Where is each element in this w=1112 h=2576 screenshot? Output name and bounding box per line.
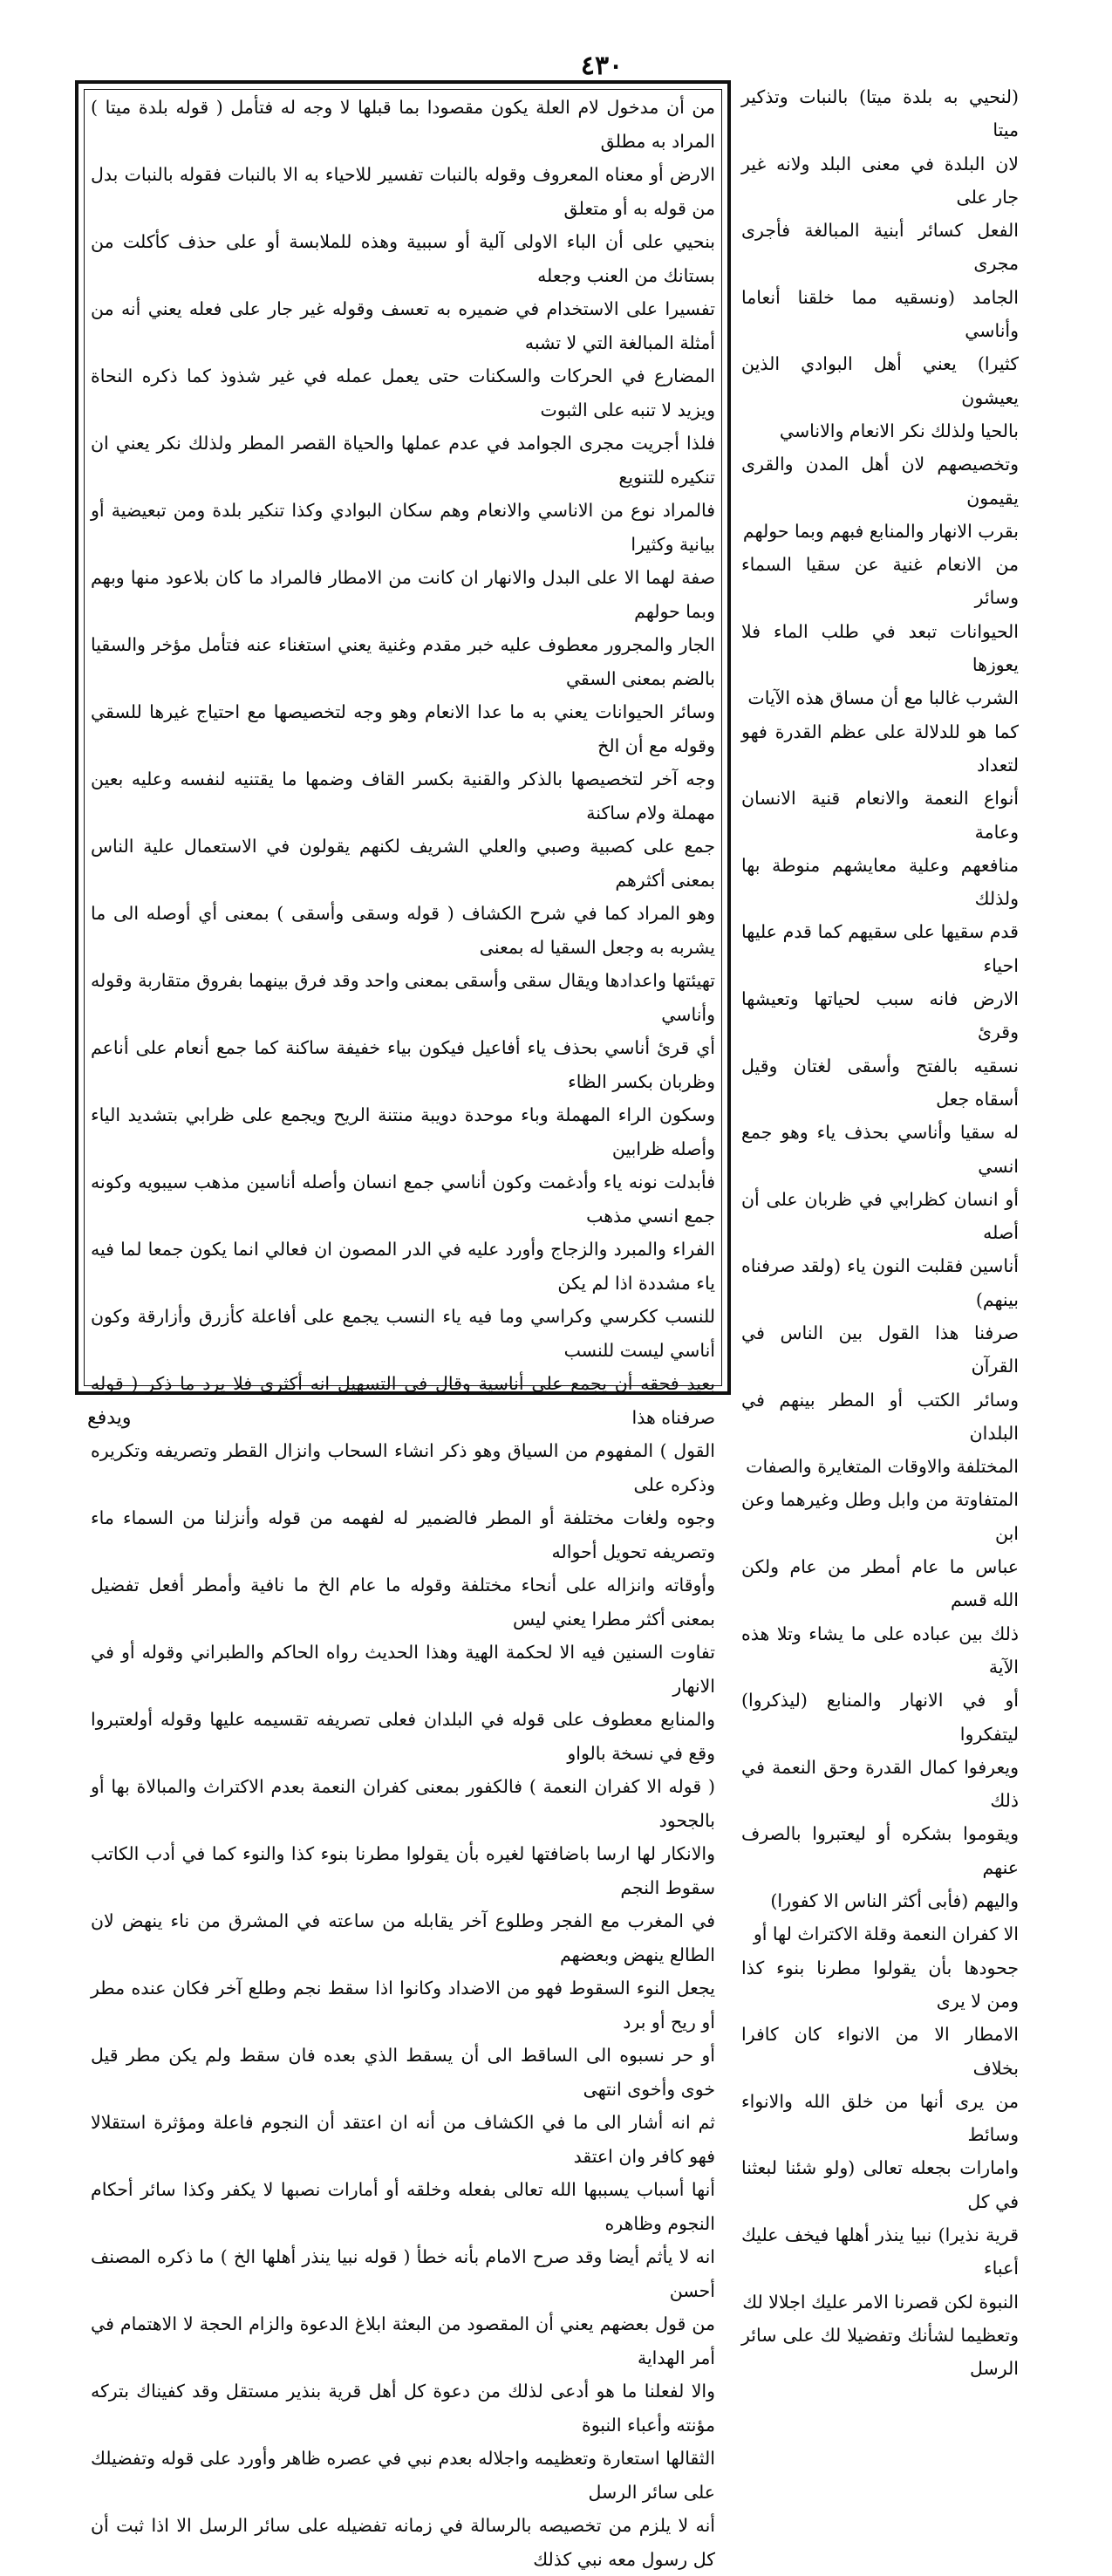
commentary-text-line: فلذا أجريت مجرى الجوامد في عدم عملها والحياة القصر المطر ولذلك نكر يعني ان تنكيره للتنويع [91,433,715,488]
margin-text-line: نسقيه بالفتح وأسقى لغتان وقيل أسقاه جعل [741,1055,1019,1110]
margin-text-line: من يرى أنها من خلق الله والانواء وسائط [741,2090,1019,2146]
commentary-text-line: ثم انه أشار الى ما في الكشاف من أنه ان اعتقد أن النجوم فاعلة ومؤثرة استقلالا فهو كافر وان اعتقد [91,2112,715,2167]
margin-text-line: جحودها بأن يقولوا مطرنا بنوء كذا ومن لا يرى [741,1957,1019,2012]
margin-text-line: الا كفران النعمة وقلة الاكتراث لها أو [753,1923,1019,1945]
commentary-text-line: من أن مدخول لام العلة يكون مقصودا بما قبلها لا وجه له فتأمل ( قوله بلدة ميتا ) المراد به مطلق [91,97,715,152]
commentary-text-line: للنسب ككرسي وكراسي وما فيه ياء النسب يجمع على أفاعلة كأزرق وأزارقة وكون أناسي ليست للنسب [91,1306,715,1361]
margin-text-line: لان البلدة في معنى البلد ولانه غير جار على [741,153,1019,208]
margin-text-line: بقرب الانهار والمنابع فبهم وبما حولهم [742,520,1019,542]
commentary-text-line: صفة لهما الا على البدل والانهار ان كانت من الامطار فالمراد ما كان بلاعود منها وبهم وبما حولهم [91,567,715,622]
margin-text-line: له سقيا وأناسي بحذف ياء وهو جمع انسي [741,1122,1019,1177]
margin-text-line: المتفاوتة من وابل وطل وغيرهما وعن ابن [741,1489,1019,1544]
commentary-text-line: انه لا يأثم أيضا وقد صرح الامام بأنه خطأ ( قوله نبيا ينذر أهلها الخ ) ما ذكره المصنف أحسن [91,2246,715,2301]
commentary-text-line: وجه آخر لتخصيصها بالذكر والقنية بكسر القاف وضمها ما يقتنيه لنفسه وعليه بعين مهملة ولام ساكنة [91,769,715,823]
commentary-text-line: تفسيرا على الاستخدام في ضميره به تعسف وقوله غير جار على فعله يعني أنه من أمثلة المبالغة التي لا تشبه [91,298,715,353]
margin-text-line: (لنحيي به بلدة ميتا) بالنبات وتذكير ميتا [741,86,1019,141]
margin-text-line: وامارات بجعله تعالى (ولو شئنا لبعثنا في كل [741,2157,1019,2212]
margin-text-line: أو انسان كظرابي في ظربان على أن أصله [741,1188,1019,1244]
margin-text-line: وتعظيما لشأنك وتفضيلا لك على سائر الرسل [741,2324,1019,2380]
page-number: ٤٣٠ [580,51,624,81]
commentary-text-line: فأبدلت نونه ياء وأدغمت وكون أناسي جمع انسان وأصله أناسين مذهب سيبويه وكونه جمع انسي مذهب [91,1172,715,1227]
catchword: ويدفع [87,1407,132,1429]
margin-text-line: وسائر الكتب أو المطر بينهم في البلدان [741,1389,1019,1444]
commentary-text-line: تهيئتها واعدادها ويقال سقى وأسقى بمعنى واحد وقد فرق بينهما بفروق متقاربة وقوله وأناسي [91,970,715,1025]
commentary-text-line: وسكون الراء المهملة وباء موحدة دويبة منتنة الريح ويجمع على ظرابي بتشديد الياء وأصله ظرابين [91,1104,715,1159]
commentary-text-line: وأوقاته وانزاله على أنحاء مختلفة وقوله ما عام الخ ما نافية وأمطر أفعل تفضيل بمعنى أكثر مطرا يعني ليس [91,1575,715,1630]
commentary-text-line: أنها أسباب يسببها الله تعالى بفعله وخلقه أو أمارات نصبها لا يكفر وكذا سائر أحكام النجوم وظاهره [91,2179,715,2234]
margin-text [741,80,1019,2380]
commentary-text-line: والا لفعلنا ما هو أدعى لذلك من دعوة كل أهل قرية بنذير مستقل وقد كفيناك بتركه مؤنته وأعباء النبوة [91,2381,715,2436]
margin-text-line: الارض فانه سبب لحياتها وتعيشها وقرئ [741,988,1019,1043]
margin-text-line: بالحيا ولذلك نكر الانعام والاناسي [779,420,1019,441]
commentary-text-line: بعيد فحقه أن يجمع على أناسية وقال في التسهيل انه أكثري فلا يرد ما ذكر ( قوله صرفناه هذا [91,1373,715,1428]
commentary-text-line: يجعل النوء السقوط فهو من الاضداد وكانوا اذا سقط نجم وطلع آخر فكان عنده مطر أو ريح أو برد [91,1978,715,2033]
commentary-text-line: أو حر نسبوه الى الساقط الى أن يسقط الذي بعده فان سقط ولم يكن مطر قيل خوى وأخوى انتهى [91,2045,715,2100]
margin-text-line: كثيرا) يعني أهل البوادي الذين يعيشون [741,353,1019,408]
margin-text-line: الشرب غالبا مع أن مساق هذه الآيات [747,687,1019,709]
commentary-text-line: تفاوت السنين فيه الا لحكمة الهية وهذا الحديث رواه الحاكم والطبراني وقوله أو في الانهار [91,1642,715,1697]
margin-text-line: قدم سقيها على سقيهم كما قدم عليها احياء [741,921,1019,976]
margin-text-line: كما هو للدلالة على عظم القدرة فهو لتعداد [741,721,1019,776]
margin-text-line: أنواع النعمة والانعام قنية الانسان وعامة [741,788,1019,843]
commentary-text-line: أنه لا يلزم من تخصيصه بالرسالة في زمانه تفضيله على سائر الرسل الا اذا ثبت أن كل رسول معه نبي كذلك [91,2515,715,2570]
commentary-text-line: المضارع في الحركات والسكنات حتى يعمل عمله في غير شذوذ كما ذكره النحاة ويزيد لا تنبه على الثبوت [91,366,715,420]
commentary-text-line: الجار والمجرور معطوف عليه خبر مقدم وغنية يعني استغناء عنه فتأمل مؤخر والسقيا بالضم بمعنى السقي [91,634,715,689]
margin-text-line: الامطار الا من الانواء كان كافرا بخلاف [741,2024,1019,2079]
commentary-text-line: وجوه ولغات مختلفة أو المطر فالضمير له لفهمه من قوله وأنزلنا من السماء ماء وتصريفه تحويل أحواله [91,1507,715,1562]
margin-text-line: الحيوانات تبعد في طلب الماء فلا يعوزها [741,620,1019,676]
commentary-text-line: بنحيي على أن الباء الاولى آلية أو سببية وهذه للملابسة أو على حذف كأكلت من بستانك من العنب وجعله [91,231,715,286]
margin-text-line: الجامد (ونسقيه مما خلقنا أنعاما وأناسي [741,286,1019,342]
commentary-text-line: والمنابع معطوف على قوله في البلدان فعلى تصريفه تقسيمه عليها وقوله أولعتبروا وقع في نسخة بالواو [91,1709,715,1764]
commentary-text-line: وسائر الحيوانات يعني به ما عدا الانعام وهو وجه لتخصيصها مع احتياج غيرها للسقي وقوله مع أن الخ [91,701,715,756]
margin-text-line: ويعرفوا كمال القدرة وحق النعمة في ذلك [741,1756,1019,1812]
margin-text-line: النبوة لكن قصرنا الامر عليك اجلالا لك [742,2291,1019,2313]
margin-text-line: أو في الانهار والمنابع (ليذكروا) ليتفكروا [741,1690,1019,1745]
commentary-text-line: من قول بعضهم يعني أن المقصود من البعثة ابلاغ الدعوة والزام الحجة لا الاهتمام في أمر الهداية [91,2313,715,2368]
commentary-text-line: في المغرب مع الفجر وطلوع آخر يقابله من ساعته في المشرق من ناء ينهض لان الطالع ينهض وبعضهم [91,1910,715,1965]
margin-text-line: المختلفة والاوقات المتغايرة والصفات [746,1456,1019,1478]
margin-text-line: وتخصيصهم لان أهل المدن والقرى يقيمون [741,454,1019,509]
commentary-text-line: فالمراد نوع من الاناسي والانعام وهم سكان البوادي وكذا تنكير بلدة ومن تبعيضية أو بيانية وكثيرا [91,500,715,555]
margin-text-line: ذلك بين عباده على ما يشاء وتلا هذه الآية [741,1623,1019,1677]
margin-text-line: الفعل كسائر أبنية المبالغة فأجرى مجرى [741,220,1019,275]
margin-text-line: أناسين فقلبت النون ياء (ولقد صرفناه بينهم) [741,1255,1019,1310]
commentary-text-line: الثقالها استعارة وتعظيمه واجلاله بعدم نبي في عصره ظاهر وأورد على قوله وتفضيلك على سائر الرسل [91,2448,715,2503]
commentary-text-line: ( قوله الا كفران النعمة ) فالكفور بمعنى كفران النعمة بعدم الاكتراث والمبالاة بها أو بالجحود [91,1776,715,1831]
commentary-text-line: وهو المراد كما في شرح الكشاف ( قوله وسقى وأسقى ) بمعنى أي أوصله الى ما يشربه به وجعل السقيا له بمعنى [91,903,715,958]
margin-text-line: منافعهم وعلية معايشهم منوطة بها ولذلك [741,854,1019,910]
commentary-text-line: جمع على كصبية وصبي والعلي الشريف لكنهم يقولون في الاستعمال علية الناس بمعنى أكثرهم [91,836,715,891]
commentary-text-line: أي قرئ أناسي بحذف ياء أفاعيل فيكون بياء خفيفة ساكنة كما جمع أنعام على أناعم وظربان بكسر الظاء [91,1037,715,1092]
margin-text-line: عباس ما عام أمطر من عام ولكن الله قسم [741,1556,1019,1611]
commentary-text-line: الفراء والمبرد والزجاج وأورد عليه في الدر المصون ان فعالي انما يكون جمعا لما فيه ياء مشددة اذا لم يكن [91,1239,715,1294]
margin-text-line: واليهم (فأبى أكثر الناس الا كفورا) [770,1890,1019,1912]
commentary-text-line: الارض أو معناه المعروف وقوله بالنبات تفسير للاحياء به الا بالنبات فقوله بالنبات بدل من قوله به أو متعلق [91,164,715,219]
margin-text-line: قرية نذيرا) نبيا ينذر أهلها فيخف عليك أعباء [741,2224,1019,2279]
margin-text-line: صرفنا هذا القول بين الناس في القرآن [741,1322,1019,1377]
margin-text-line: ويقوموا بشكره أو ليعتبروا بالصرف عنهم [741,1823,1019,1878]
commentary-text-line: والانكار لها ارسا باضافتها لغيره بأن يقولوا مطرنا بنوء كذا والنوء كما في أدب الكاتب سقوط النجم [91,1843,715,1898]
commentary-text-line: القول ) المفهوم من السياق وهو ذكر انشاء السحاب وانزال القطر وتصريفه وتكريره وذكره على [91,1440,715,1495]
margin-text-line: من الانعام غنية عن سقيا السماء وسائر [741,554,1019,609]
